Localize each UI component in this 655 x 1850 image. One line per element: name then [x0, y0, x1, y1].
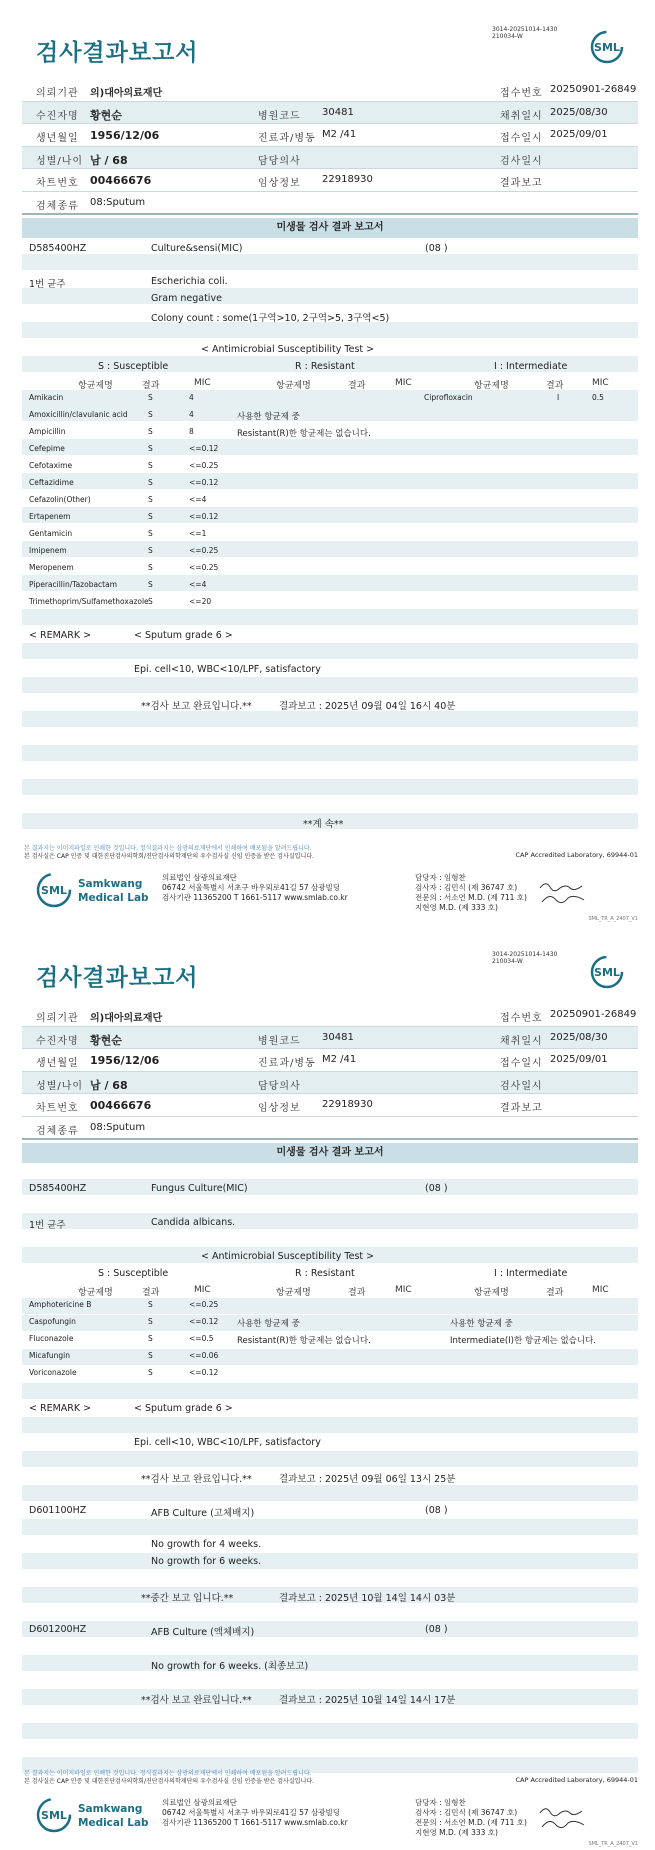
afb-solid-result: No growth for 4 weeks.	[151, 1539, 262, 1550]
receipt-date-value: 2025/09/01	[550, 1054, 608, 1065]
remark-label: < REMARK >	[29, 1403, 92, 1414]
col-header-result: 결과	[348, 1288, 366, 1298]
antibiotic-name: Amphotericine B	[29, 1300, 92, 1309]
svg-text:Samkwang: Samkwang	[78, 878, 143, 890]
patient-name-value: 황현순	[90, 108, 122, 122]
signature-image	[538, 880, 588, 908]
gram-stain: Gram negative	[151, 293, 222, 304]
afb-liquid-number: (08 )	[425, 1624, 448, 1635]
antibiotic-result: S	[148, 461, 153, 470]
legend-intermediate: I : Intermediate	[494, 361, 568, 372]
afb-liquid-name: AFB Culture (액체배지)	[151, 1627, 255, 1638]
antibiotic-name: Ceftazidime	[29, 478, 74, 487]
dob-value: 1956/12/06	[90, 129, 160, 142]
legend-resistant: R : Resistant	[295, 1268, 355, 1279]
antibiotic-mic: <=0.12	[189, 1368, 219, 1377]
form-version: SML_TR_A_2407_V1	[588, 1841, 638, 1847]
antibiotic-name: Cefepime	[29, 444, 65, 453]
organism-name: Escherichia coli.	[151, 276, 228, 287]
sml-logo	[590, 955, 624, 989]
chart-number-value: 00466676	[90, 1099, 152, 1112]
antibiotic-name: Cefazolin(Other)	[29, 495, 91, 504]
svg-text:SML: SML	[41, 1809, 67, 1822]
antibiotic-name: Meropenem	[29, 563, 74, 572]
resistant-note: 사용한 항균제 중	[237, 412, 300, 422]
document-id: 3014-20251014-1430 210034-W	[492, 26, 558, 40]
info-row-chart: 차트번호 00466676 임상정보 22918930 결과보고	[22, 1094, 638, 1117]
svg-text:Medical Lab: Medical Lab	[78, 1817, 149, 1829]
patient-info-table	[22, 79, 638, 215]
antibiotic-result: S	[148, 1317, 153, 1326]
col-header-drug: 항균제명	[276, 381, 311, 391]
report-timestamp: 결과보고 : 2025년 09월 04일 16시 40분	[279, 701, 456, 712]
col-header-drug: 항균제명	[78, 381, 113, 391]
antibiotic-name: Voriconazole	[29, 1368, 77, 1377]
col-header-result: 결과	[546, 381, 564, 391]
antibiotic-result: S	[148, 478, 153, 487]
col-header-mic: MIC	[395, 1285, 412, 1295]
info-row-dob: 생년월일 1956/12/06 진료과/병동 M2 /41 접수일시 2025/09/01	[22, 124, 638, 147]
completion-note: **검사 보고 완료입니다.**	[141, 701, 252, 712]
legend-intermediate: I : Intermediate	[494, 1268, 568, 1279]
footer-cap-note: 본 검사실은 CAP 인증 및 대한진단검사의학회/진단검사의학재단의 우수검사실 신임 인증을 받은 검사실입니다.	[24, 853, 314, 860]
info-row-chart: 차트번호 00466676 임상정보 22918930 결과보고	[22, 169, 638, 192]
svg-text:Samkwang: Samkwang	[78, 1803, 143, 1815]
antibiotic-result: S	[148, 410, 153, 419]
antibiotic-result: S	[148, 529, 153, 538]
signature-image	[538, 1805, 588, 1833]
resistant-note: Resistant(R)한 항균제는 없습니다.	[237, 429, 371, 439]
test-number: (08 )	[425, 1183, 448, 1194]
antibiotic-name: Micafungin	[29, 1351, 71, 1360]
epi-cell-result: Epi. cell<10, WBC<10/LPF, satisfactory	[134, 664, 321, 675]
report-title: 검사결과보고서	[36, 40, 199, 66]
antibiotic-result: S	[148, 597, 153, 606]
svg-text:SML: SML	[594, 966, 620, 979]
svg-text:Medical Lab: Medical Lab	[78, 892, 149, 904]
organism-label: 1번 균주	[29, 279, 66, 290]
col-header-result: 결과	[546, 1288, 564, 1298]
receipt-date-value: 2025/09/01	[550, 129, 608, 140]
antibiotic-name: Caspofungin	[29, 1317, 76, 1326]
cap-accreditation: CAP Accredited Laboratory, 69944-01	[515, 1776, 638, 1784]
antibiotic-mic: <=0.5	[189, 1334, 214, 1343]
ast-title: < Antimicrobial Susceptibility Test >	[201, 1251, 375, 1262]
test-number: (08 )	[425, 243, 448, 254]
lab-address-block: 의료법인 삼광의료재단 06742 서울특별시 서초구 바우뫼로41길 57 삼광빌딩 검사기관 11365200 T 1661-5117 www.smlab.co.kr	[162, 873, 348, 902]
sex-age-value: 남 / 68	[90, 1078, 128, 1092]
antibiotic-name: Ertapenem	[29, 512, 71, 521]
afb-solid-number: (08 )	[425, 1505, 448, 1516]
receipt-number-value: 20250901-26849	[550, 1009, 637, 1020]
antibiotic-mic: <=20	[189, 597, 212, 606]
antibiotic-result: S	[148, 393, 153, 402]
col-header-result: 결과	[348, 381, 366, 391]
document-id: 3014-20251014-1430 210034-W	[492, 951, 558, 965]
antibiotic-result: S	[148, 1351, 153, 1360]
col-header-drug: 항균제명	[474, 1288, 509, 1298]
afb-liquid-code: D601200HZ	[29, 1624, 87, 1635]
antibiotic-name: Gentamicin	[29, 529, 73, 538]
remark-label: < REMARK >	[29, 630, 92, 641]
antibiotic-result: S	[148, 444, 153, 453]
test-code: D585400HZ	[29, 243, 87, 254]
afb-solid-result: No growth for 6 weeks.	[151, 1556, 262, 1567]
antibiotic-result: S	[148, 1368, 153, 1377]
antibiotic-mic: <=0.12	[189, 1317, 219, 1326]
patient-info-table	[22, 1004, 638, 1140]
col-header-mic: MIC	[592, 1285, 609, 1295]
footer-cap-note: 본 검사실은 CAP 인증 및 대한진단검사의학회/진단검사의학재단의 우수검사실 신임 인증을 받은 검사실입니다.	[24, 1778, 314, 1785]
dob-value: 1956/12/06	[90, 1054, 160, 1067]
antibiotic-mic: 4	[189, 410, 194, 419]
antibiotic-mic: <=0.06	[189, 1351, 219, 1360]
test-name: Culture&sensi(MIC)	[151, 243, 243, 254]
antibiotic-mic: 0.5	[592, 393, 604, 402]
staff-block: 담당자 : 임형찬 검사자 : 김민식 (제 36747 호) 전문의 : 서소연 M.D. (제 711 호) 지현영 M.D. (제 333 호)	[415, 1798, 527, 1837]
info-row-institution: 의뢰기관 의)대아의료재단 접수번호 20250901-26849	[22, 1004, 638, 1027]
intermediate-note: Intermediate(I)한 항균제는 없습니다.	[450, 1336, 596, 1346]
sex-age-value: 남 / 68	[90, 153, 128, 167]
antibiotic-mic: 8	[189, 427, 194, 436]
epi-cell-result: Epi. cell<10, WBC<10/LPF, satisfactory	[134, 1437, 321, 1448]
report-timestamp: 결과보고 : 2025년 10월 14일 14시 17분	[279, 1695, 456, 1706]
antibiotic-mic: <=0.25	[189, 563, 219, 572]
col-header-drug: 항균제명	[276, 1288, 311, 1298]
specimen-value: 08:Sputum	[90, 196, 146, 208]
antibiotic-result: I	[557, 393, 560, 402]
antibiotic-mic: <=1	[189, 529, 207, 538]
continued-note: **계 속**	[303, 819, 344, 830]
legend-susceptible: S : Susceptible	[98, 361, 169, 372]
antibiotic-result: S	[148, 546, 153, 555]
specimen-value: 08:Sputum	[90, 1121, 146, 1133]
test-code: D585400HZ	[29, 1183, 87, 1194]
receipt-number-value: 20250901-26849	[550, 84, 637, 95]
antibiotic-result: S	[148, 1334, 153, 1343]
collection-date-value: 2025/08/30	[550, 106, 608, 118]
antibiotic-mic: <=4	[189, 495, 207, 504]
samkwang-logo	[36, 1793, 156, 1837]
antibiotic-mic: <=0.25	[189, 461, 219, 470]
antibiotic-name: Piperacillin/Tazobactam	[29, 580, 118, 589]
info-row-specimen: 검체종류 08:Sputum	[22, 192, 638, 216]
antibiotic-name: Amikacin	[29, 393, 64, 402]
antibiotic-result: S	[148, 427, 153, 436]
cap-accreditation: CAP Accredited Laboratory, 69944-01	[515, 851, 638, 859]
colony-count: Colony count : some(1구역>10, 2구역>5, 3구역<5)	[151, 313, 390, 324]
afb-liquid-result: No growth for 6 weeks. (최종보고)	[151, 1661, 309, 1672]
resistant-note: Resistant(R)한 항균제는 없습니다.	[237, 1336, 371, 1346]
afb-solid-code: D601100HZ	[29, 1505, 87, 1516]
info-row-institution: 의뢰기관 의)대아의료재단 접수번호 20250901-26849	[22, 79, 638, 102]
antibiotic-result: S	[148, 512, 153, 521]
clinical-info-value: 22918930	[322, 1099, 373, 1110]
col-header-result: 결과	[142, 1288, 160, 1298]
sml-logo	[590, 30, 624, 64]
antibiotic-name: Fluconazole	[29, 1334, 74, 1343]
antibiotic-mic: <=0.12	[189, 478, 219, 487]
sputum-grade: < Sputum grade 6 >	[134, 1403, 233, 1414]
svg-text:SML: SML	[594, 41, 620, 54]
completion-note: **검사 보고 완료입니다.**	[141, 1474, 252, 1485]
organism-name: Candida albicans.	[151, 1217, 236, 1228]
antibiotic-mic: <=0.25	[189, 546, 219, 555]
chart-number-value: 00466676	[90, 174, 152, 187]
clinical-info-value: 22918930	[322, 174, 373, 185]
svg-text:SML: SML	[41, 884, 67, 897]
info-row-dob: 생년월일 1956/12/06 진료과/병동 M2 /41 접수일시 2025/09/01	[22, 1049, 638, 1072]
info-row-patient: 수진자명 황현순 병원코드 30481 채취일시 2025/08/30	[22, 1027, 638, 1050]
antibiotic-result: S	[148, 580, 153, 589]
antibiotic-name: Trimethoprim/Sulfamethoxazole	[29, 597, 149, 606]
info-row-specimen: 검체종류 08:Sputum	[22, 1117, 638, 1141]
samkwang-logo	[36, 868, 156, 912]
legend-susceptible: S : Susceptible	[98, 1268, 169, 1279]
col-header-result: 결과	[142, 381, 160, 391]
hospital-code-value: 30481	[322, 106, 354, 118]
legend-resistant: R : Resistant	[295, 361, 355, 372]
ast-title: < Antimicrobial Susceptibility Test >	[201, 344, 375, 355]
col-header-mic: MIC	[194, 1285, 211, 1295]
antibiotic-name: Imipenem	[29, 546, 67, 555]
patient-name-value: 황현순	[90, 1033, 122, 1047]
staff-block: 담당자 : 임형찬 검사자 : 김민식 (제 36747 호) 전문의 : 서소연 M.D. (제 711 호) 지현영 M.D. (제 333 호)	[415, 873, 527, 912]
report-title: 검사결과보고서	[36, 965, 199, 991]
interim-note: **중간 보고 입니다.**	[141, 1593, 234, 1604]
antibiotic-result: S	[148, 1300, 153, 1309]
section-title: 미생물 검사 결과 보고서	[22, 1143, 638, 1163]
antibiotic-mic: 4	[189, 393, 194, 402]
antibiotic-mic: <=0.12	[189, 444, 219, 453]
dept-value: M2 /41	[322, 129, 357, 140]
report-timestamp: 결과보고 : 2025년 10월 14일 14시 03분	[279, 1593, 456, 1604]
antibiotic-mic: <=0.12	[189, 512, 219, 521]
hospital-code-value: 30481	[322, 1031, 354, 1043]
institution-value: 의)대아의료재단	[90, 1013, 163, 1024]
report-timestamp: 결과보고 : 2025년 09월 06일 13시 25분	[279, 1474, 456, 1485]
col-header-drug: 항균제명	[78, 1288, 113, 1298]
col-header-mic: MIC	[194, 378, 211, 388]
antibiotic-name: Ciprofloxacin	[424, 393, 473, 402]
institution-value: 의)대아의료재단	[90, 88, 163, 99]
intermediate-note: 사용한 항균제 중	[450, 1319, 513, 1329]
antibiotic-result: S	[148, 563, 153, 572]
dept-value: M2 /41	[322, 1054, 357, 1065]
antibiotic-name: Ampicillin	[29, 427, 66, 436]
afb-solid-name: AFB Culture (고체배지)	[151, 1508, 255, 1519]
sputum-grade: < Sputum grade 6 >	[134, 630, 233, 641]
info-row-patient: 수진자명 황현순 병원코드 30481 채취일시 2025/08/30	[22, 102, 638, 125]
antibiotic-mic: <=0.25	[189, 1300, 219, 1309]
footer-print-note: 본 결과지는 이미지파일로 인쇄한 것입니다. 정식결과지는 삼광의료재단에서 인쇄하여 배포됨을 알려드립니다.	[24, 1770, 312, 1777]
section-title: 미생물 검사 결과 보고서	[22, 218, 638, 238]
antibiotic-result: S	[148, 495, 153, 504]
footer-print-note: 본 결과지는 이미지파일로 인쇄한 것입니다. 정식결과지는 삼광의료재단에서 인쇄하여 배포됨을 알려드립니다.	[24, 845, 312, 852]
form-version: SML_TR_A_2407_V1	[588, 916, 638, 922]
antibiotic-name: Cefotaxime	[29, 461, 73, 470]
resistant-note: 사용한 항균제 중	[237, 1319, 300, 1329]
col-header-drug: 항균제명	[474, 381, 509, 391]
lab-address-block: 의료법인 삼광의료재단 06742 서울특별시 서초구 바우뫼로41길 57 삼광빌딩 검사기관 11365200 T 1661-5117 www.smlab.co.kr	[162, 1798, 348, 1827]
completion-note: **검사 보고 완료입니다.**	[141, 1695, 252, 1706]
organism-label: 1번 균주	[29, 1220, 66, 1231]
info-row-sexage: 성별/나이 남 / 68 담당의사 검사일시	[22, 147, 638, 170]
col-header-mic: MIC	[395, 378, 412, 388]
antibiotic-mic: <=4	[189, 580, 207, 589]
report-page-2	[0, 925, 655, 1850]
test-name: Fungus Culture(MIC)	[151, 1183, 248, 1194]
col-header-mic: MIC	[592, 378, 609, 388]
info-row-sexage: 성별/나이 남 / 68 담당의사 검사일시	[22, 1072, 638, 1095]
collection-date-value: 2025/08/30	[550, 1031, 608, 1043]
antibiotic-name: Amoxicillin/clavulanic acid	[29, 410, 128, 419]
